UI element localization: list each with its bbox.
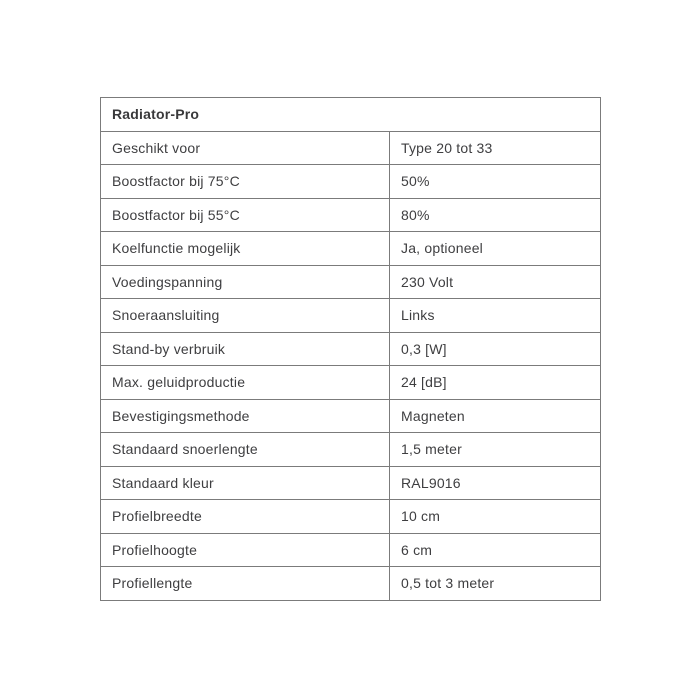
spec-table (100, 97, 601, 601)
spec-value: 1,5 meter (390, 433, 601, 467)
table-row (101, 433, 601, 467)
table-row (101, 299, 601, 333)
spec-value: Type 20 tot 33 (390, 131, 601, 165)
spec-label: Standaard snoerlengte (101, 433, 390, 467)
spec-label: Stand-by verbruik (101, 332, 390, 366)
table-row (101, 265, 601, 299)
spec-label: Boostfactor bij 55°C (101, 198, 390, 232)
table-row (101, 332, 601, 366)
table-row (101, 131, 601, 165)
spec-value: 80% (390, 198, 601, 232)
spec-value: 230 Volt (390, 265, 601, 299)
table-row (101, 500, 601, 534)
spec-label: Voedingspanning (101, 265, 390, 299)
table-row (101, 399, 601, 433)
spec-value: 6 cm (390, 533, 601, 567)
spec-label: Standaard kleur (101, 466, 390, 500)
spec-value: 50% (390, 165, 601, 199)
table-row (101, 198, 601, 232)
spec-label: Profielbreedte (101, 500, 390, 534)
table-row (101, 366, 601, 400)
table-row (101, 165, 601, 199)
spec-table-header-row (101, 98, 601, 132)
spec-label: Boostfactor bij 75°C (101, 165, 390, 199)
table-row (101, 533, 601, 567)
spec-table-title: Radiator-Pro (101, 98, 601, 132)
spec-value: 0,3 [W] (390, 332, 601, 366)
spec-label: Max. geluidproductie (101, 366, 390, 400)
table-row (101, 232, 601, 266)
spec-label: Profiellengte (101, 567, 390, 601)
spec-label: Koelfunctie mogelijk (101, 232, 390, 266)
spec-label: Snoeraansluiting (101, 299, 390, 333)
spec-value: Ja, optioneel (390, 232, 601, 266)
spec-value: 24 [dB] (390, 366, 601, 400)
spec-value: Magneten (390, 399, 601, 433)
spec-value: 0,5 tot 3 meter (390, 567, 601, 601)
spec-value: Links (390, 299, 601, 333)
spec-value: 10 cm (390, 500, 601, 534)
spec-label: Geschikt voor (101, 131, 390, 165)
spec-label: Bevestigingsmethode (101, 399, 390, 433)
table-row (101, 567, 601, 601)
spec-label: Profielhoogte (101, 533, 390, 567)
spec-value: RAL9016 (390, 466, 601, 500)
table-row (101, 466, 601, 500)
